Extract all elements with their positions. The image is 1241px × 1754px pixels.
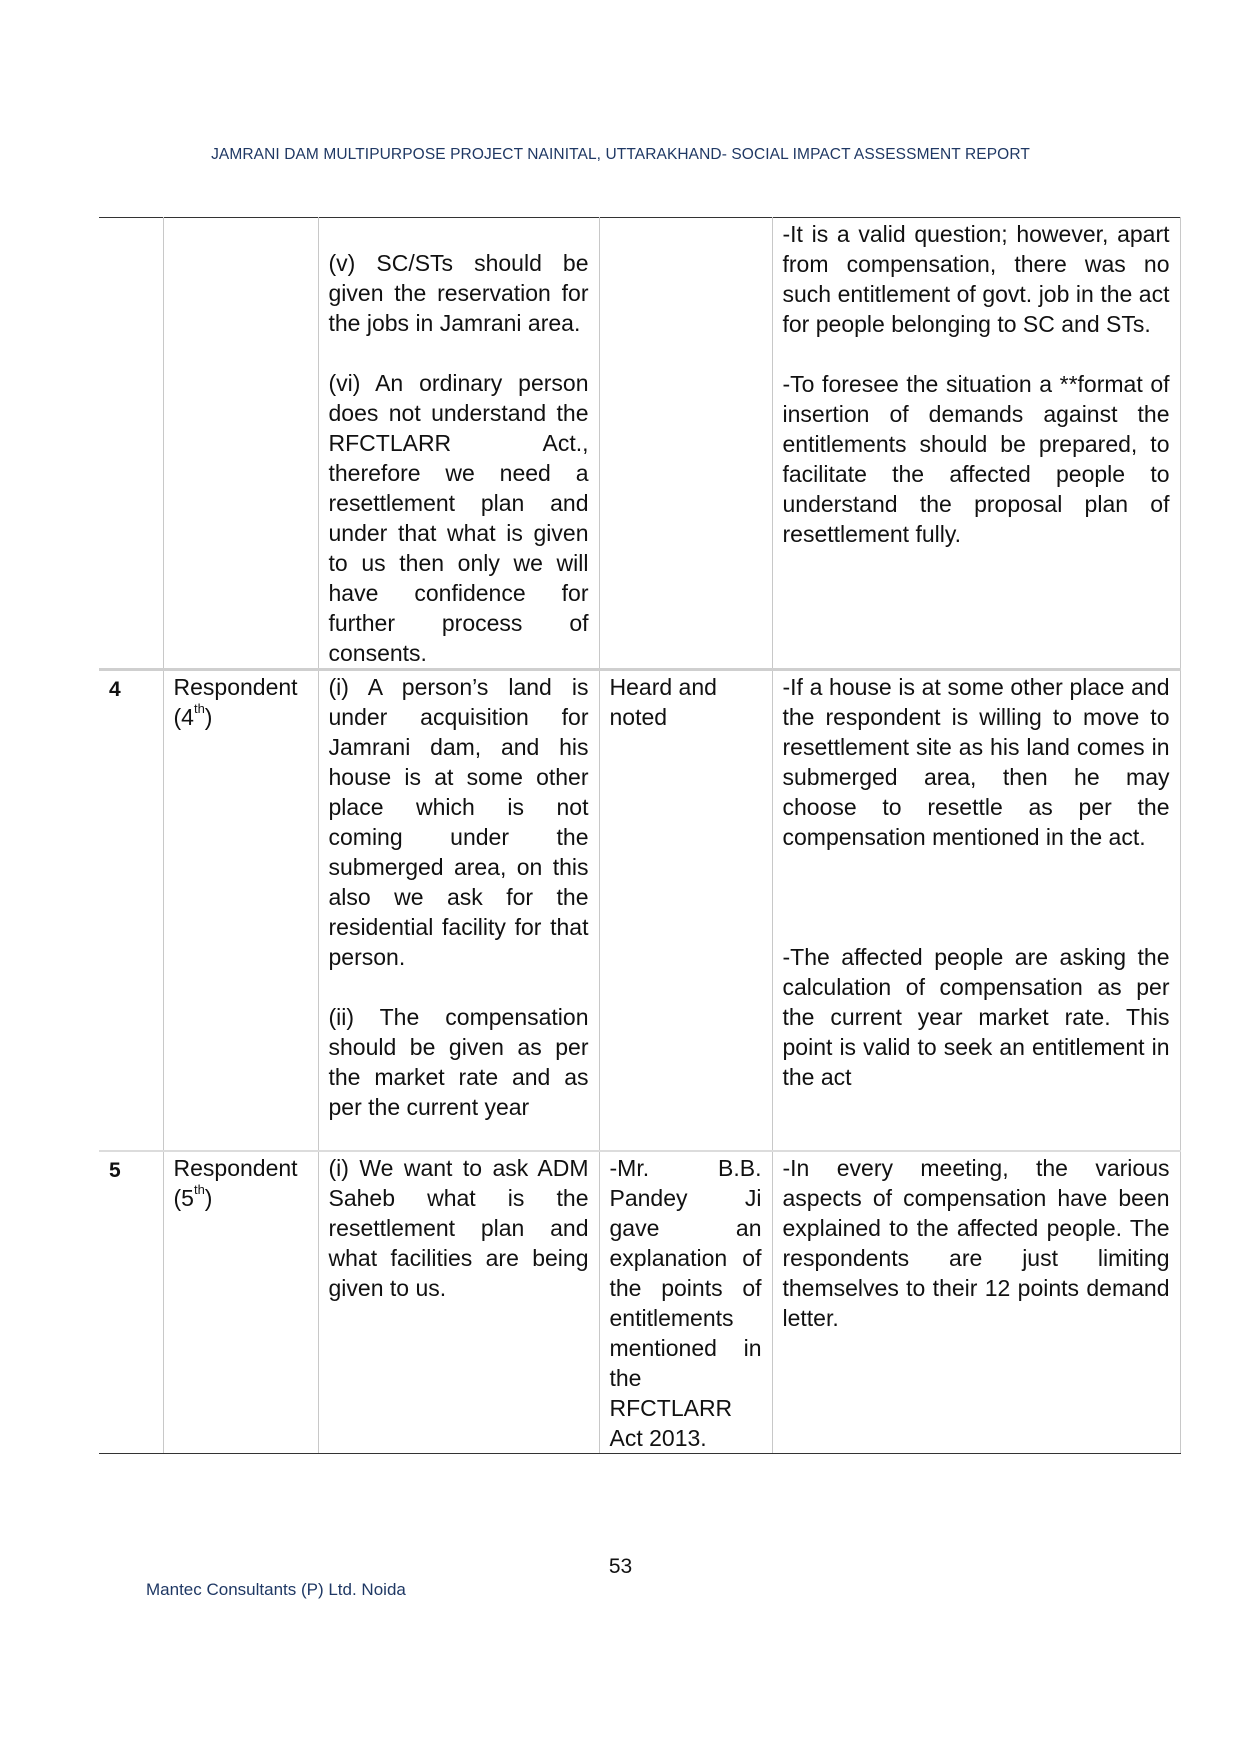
respondent-cell [163, 1151, 318, 1454]
remarks-cell [772, 670, 1180, 1151]
issues-cell [318, 1151, 599, 1454]
respondent-ordinal: th [193, 701, 205, 717]
respondent-label: Respondent (4 [173, 674, 298, 730]
remark-item: -The affected people are asking the calculation of compensation as per the current year market rate. This point is valid to seek an entitlement in the act [782, 944, 1170, 1090]
remark-item: -It is a valid question; however, apart from compensation, there was no such entitlement of govt. job in the act for people belonging to SC and STs. [782, 221, 1170, 337]
response-cell [599, 218, 772, 670]
running-header: JAMRANI DAM MULTIPURPOSE PROJECT NAINITAL, UTTARAKHAND- SOCIAL IMPACT ASSESSMENT REPORT [211, 146, 1030, 163]
remarks-cell [772, 1151, 1180, 1454]
row-number: 5 [99, 1151, 163, 1454]
issue-item: (v) SC/STs should be given the reservation for the jobs in Jamrani area. [328, 250, 589, 336]
respondent-close: ) [204, 1184, 213, 1211]
respondent-cell [163, 218, 318, 670]
remark-item: -To foresee the situation a **format of insertion of demands against the entitlements should be prepared, to facilitate the affected people to understand the proposal plan of resettlement fully. [782, 371, 1170, 547]
respondent-cell [163, 670, 318, 1151]
respondent-close: ) [204, 704, 213, 730]
table-row [99, 1151, 1180, 1454]
issue-item: (vi) An ordinary person does not understand the RFCTLARR Act., therefore we need a resettlement plan and under that what is given to us then only we will have confidence for further process of consents. [328, 370, 589, 666]
remark-item: -If a house is at some other place and the respondent is willing to move to resettlement site as his land comes in submerged area, then he may choose to resettle as per the compensation mentioned in the act. [782, 674, 1170, 850]
table-row [99, 670, 1180, 1151]
row-number: 4 [99, 670, 163, 1151]
remarks-cell [772, 218, 1180, 670]
remark-item: -In every meeting, the various aspects of compensation have been explained to the affected people. The respondents are just limiting themselves to their 12 points demand letter. [782, 1154, 1170, 1331]
issue-item: (i) A person’s land is under acquisition for Jamrani dam, and his house is at some other place which is not coming under the submerged area, on this also we ask for the residential facility for that person. [328, 674, 589, 970]
issue-item: (i) We want to ask ADM Saheb what is the resettlement plan and what facilities are being given to us. [328, 1154, 589, 1301]
running-footer: Mantec Consultants (P) Ltd. Noida [146, 1580, 406, 1599]
issues-cell [318, 670, 599, 1151]
row-number [99, 218, 163, 670]
respondent-ordinal: th [193, 1181, 205, 1197]
issue-item: (ii) The compensation should be given as per the market rate and as per the current year [328, 1004, 589, 1120]
respondent-label: Respondent (5 [173, 1154, 298, 1211]
page-number: 53 [608, 1555, 633, 1578]
table-row [99, 218, 1180, 670]
consultation-table [99, 217, 1181, 1454]
response-cell: -Mr. B.B. Pandey Ji gave an explanation of the points of entitlements mentioned in the RFCTLARR Act 2013. [599, 1151, 772, 1454]
response-cell: Heard and noted [599, 670, 772, 1151]
issues-cell [318, 218, 599, 670]
